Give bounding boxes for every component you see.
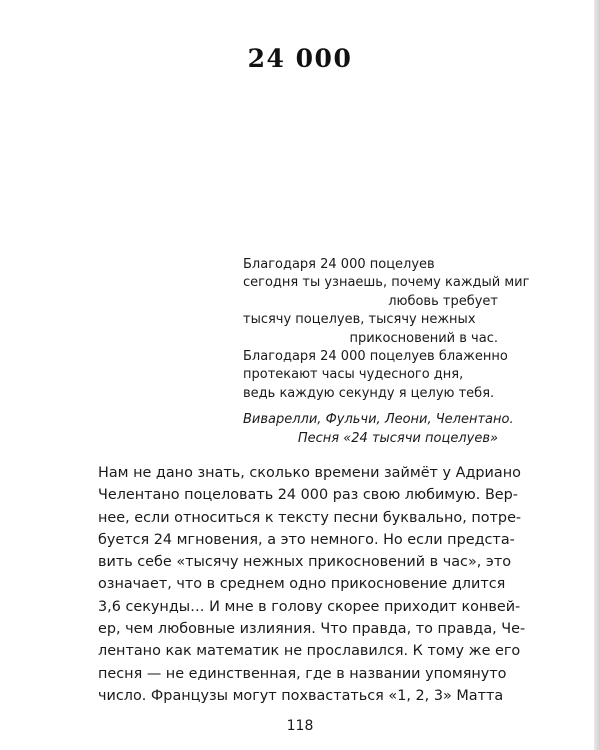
body-line: Челентано поцеловать 24 000 раз свою любимую. Вер- <box>98 487 518 504</box>
body-line: означает, что в среднем одно прикосновение длится <box>98 576 506 593</box>
attribution-authors: Виварелли, Фульчи, Леони, Челентано. <box>243 412 514 428</box>
epigraph-line: прикосновений в час. <box>349 330 498 346</box>
epigraph-line: тысячу поцелуев, тысячу нежных <box>243 312 476 328</box>
body-line: вить себе «тысячу нежных прикосновений в час», это <box>98 554 512 571</box>
page-edge-shadow <box>594 0 600 750</box>
epigraph-line: протекают часы чудесного дня, <box>243 367 464 383</box>
body-line: лентано как математик не прославился. К тому же его <box>98 643 521 660</box>
body-line: буется 24 мгновения, а это немного. Но если предста- <box>98 531 515 548</box>
epigraph <box>243 256 530 448</box>
body-line: нее, если относиться к тексту песни буквально, потре- <box>98 509 522 526</box>
epigraph-line: ведь каждую секунду я целую тебя. <box>243 385 495 401</box>
chapter-title: 24 000 <box>247 44 353 73</box>
body-line: песня — не единственная, где в названии упомянуто <box>98 665 507 682</box>
attribution-song: Песня «24 тысячи поцелуев» <box>297 430 498 446</box>
epigraph-line: Благодаря 24 000 поцелуев блаженно <box>243 349 508 365</box>
body-line: 3,6 секунды… И мне в голову скорее приходит конвей- <box>98 598 521 615</box>
epigraph-line: любовь требует <box>388 293 498 309</box>
body-paragraph <box>98 462 526 707</box>
body-line: число. Французы могут похвастаться «1, 2, 3» Матта <box>98 687 504 704</box>
epigraph-attribution <box>243 411 514 448</box>
epigraph-line: Благодаря 24 000 поцелуев <box>243 257 435 272</box>
epigraph-line: сегодня ты узнаешь, почему каждый миг <box>243 275 530 291</box>
page-number: 118 <box>286 718 314 734</box>
body-line: ер, чем любовные излияния. Что правда, то правда, Че- <box>98 621 526 638</box>
body-line: Нам не дано знать, сколько времени займёт у Адриано <box>98 465 521 481</box>
